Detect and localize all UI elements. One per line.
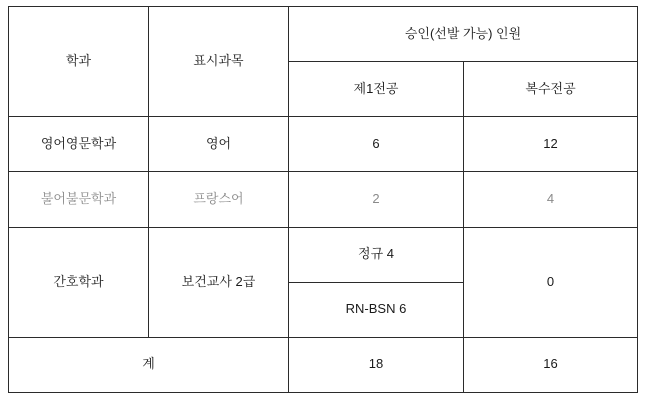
cell-course: 프랑스어 bbox=[149, 172, 289, 227]
cell-dept: 불어불문학과 bbox=[9, 172, 149, 227]
header-approved-group: 승인(선발 가능) 인원 bbox=[289, 7, 638, 62]
cell-course: 영어 bbox=[149, 117, 289, 172]
table-header-row-1 bbox=[9, 7, 638, 62]
cell-double-major: 4 bbox=[464, 172, 638, 227]
cell-total-first-major: 18 bbox=[289, 337, 464, 392]
header-course: 표시과목 bbox=[149, 7, 289, 117]
table-row bbox=[9, 117, 638, 172]
approval-quota-table bbox=[8, 6, 638, 393]
cell-first-major: 6 bbox=[289, 117, 464, 172]
cell-total-double-major: 16 bbox=[464, 337, 638, 392]
cell-dept: 영어영문학과 bbox=[9, 117, 149, 172]
header-double-major: 복수전공 bbox=[464, 62, 638, 117]
table-total-row bbox=[9, 337, 638, 392]
cell-dept: 간호학과 bbox=[9, 227, 149, 337]
cell-first-major-regular: 정규 4 bbox=[289, 227, 464, 282]
cell-first-major-rnbsn: RN-BSN 6 bbox=[289, 282, 464, 337]
table-row bbox=[9, 172, 638, 227]
cell-double-major: 0 bbox=[464, 227, 638, 337]
cell-double-major: 12 bbox=[464, 117, 638, 172]
cell-course: 보건교사 2급 bbox=[149, 227, 289, 337]
table-row bbox=[9, 227, 638, 282]
cell-first-major: 2 bbox=[289, 172, 464, 227]
header-dept: 학과 bbox=[9, 7, 149, 117]
header-first-major: 제1전공 bbox=[289, 62, 464, 117]
cell-total-label: 계 bbox=[9, 337, 289, 392]
